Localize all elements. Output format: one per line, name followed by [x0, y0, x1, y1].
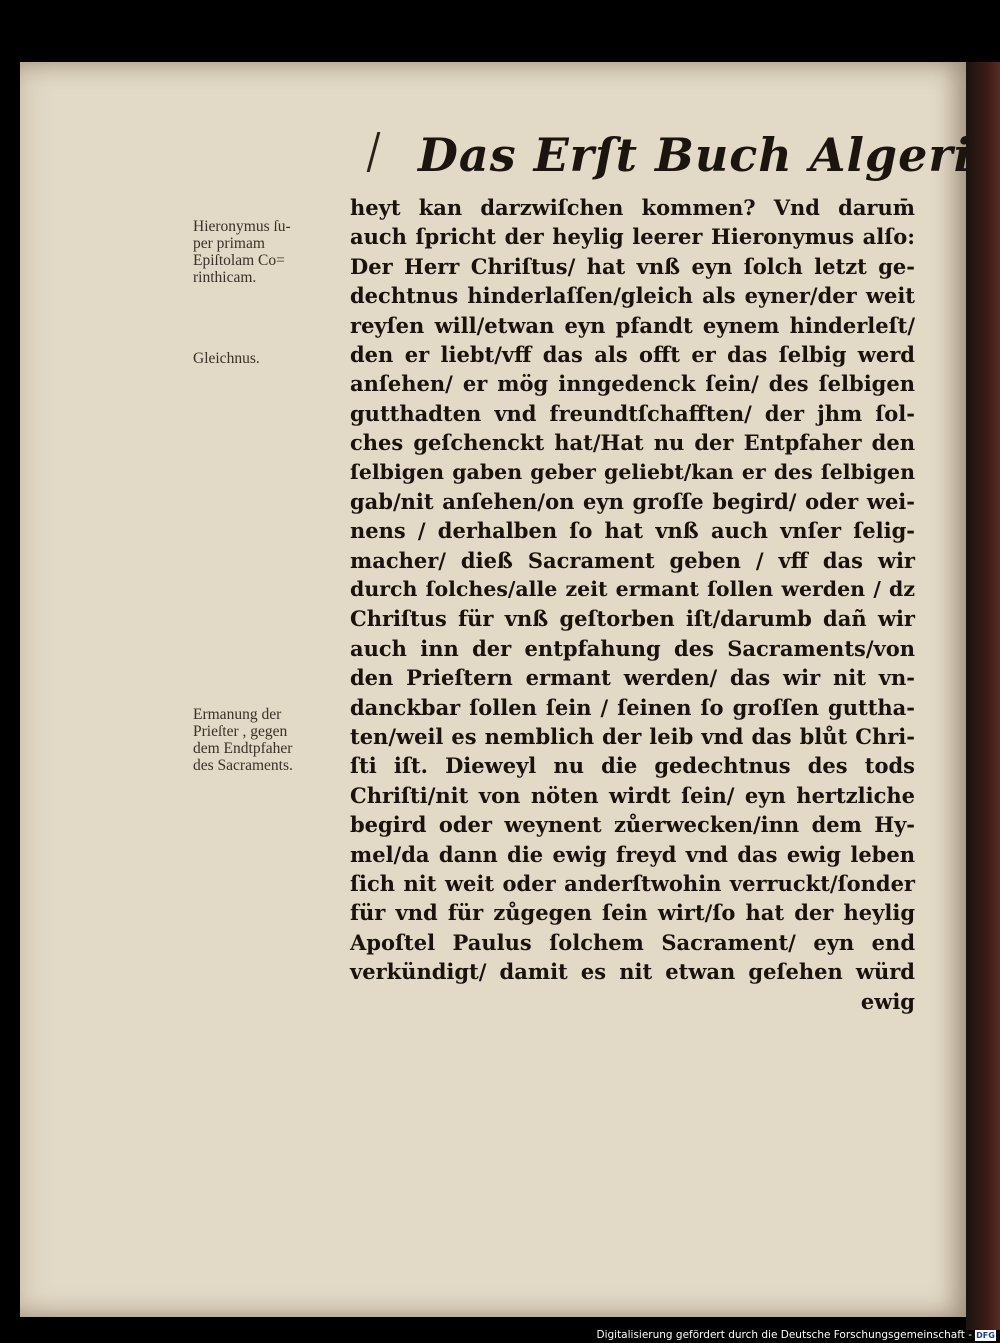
text-line: macher/ dieß Sacrament geben / vff das wir — [350, 547, 915, 573]
text-line: gab/nit anſehen/on eyn groſſe begird/ oder wei- — [350, 488, 915, 514]
text-line: den Prieſtern ermant werden/ das wir nit vn- — [350, 665, 915, 691]
text-line: für vnd für zůgegen ſein wirt/ſo hat der heylig — [350, 900, 915, 926]
marginal-note-hieronymus — [193, 218, 291, 286]
text-line: verkündigt/ damit es nit etwan geſehen würd — [350, 959, 915, 985]
marginal-line: Ermanung der — [193, 706, 282, 723]
marginal-line: des Sacraments. — [193, 757, 293, 774]
text-line: heyt kan darzwiſchen kommen? Vnd darum̄ — [350, 195, 915, 220]
marginal-line: Gleichnus. — [193, 350, 260, 367]
text-line: reyſen will/etwan eyn pfandt eynem hinderleſt/ — [350, 312, 915, 338]
text-line: anſehen/ er mög inngedenck ſein/ des ſelbigen — [350, 371, 915, 397]
book-binding-edge — [966, 62, 1000, 1332]
text-line: ſelbigen gaben geber geliebt/kan er des ſelbigen — [350, 459, 915, 484]
text-line: auch ſpricht der heylig leerer Hieronymus alſo: — [350, 224, 915, 250]
marginal-line: Hieronymus ſu- — [193, 218, 291, 235]
dfg-logo: DFG — [976, 1331, 995, 1340]
text-line: begird oder weynent zůerwecken/inn dem Hy- — [350, 812, 915, 838]
text-line: Chriſtus für vnß geſtorben iſt/darumb dañ wir — [350, 606, 915, 632]
text-line: ſich nit weit oder anderſtwohin verruckt/ſonder — [350, 870, 915, 896]
running-title: Das Erſt Buch Algeri — [418, 128, 973, 182]
text-line: Der Herr Chriſtus/ hat vnß eyn ſolch letzt ge- — [350, 253, 915, 279]
text-line: nens / derhalben ſo hat vnß auch vnſer ſelig- — [350, 518, 915, 544]
marginal-line: Epiſtolam Co= — [193, 252, 285, 269]
text-line: auch inn der entpfahung des Sacraments/von — [350, 635, 915, 661]
text-line: danckbar ſollen ſein / ſeinen ſo groſſen guttha- — [350, 694, 915, 720]
text-line: ſti iſt. Dieweyl nu die gedechtnus des tods — [350, 753, 915, 779]
text-line: dechtnus hinderlaſſen/gleich als eyner/der weit — [350, 283, 915, 309]
marginal-note-gleichnus — [193, 350, 260, 367]
text-line: ches geſchenckt hat/Hat nu der Entpfaher den — [350, 430, 915, 456]
text-line: den er liebt/vff das als offt er das ſelbig werd — [350, 341, 915, 367]
main-text-block — [350, 193, 915, 1016]
catchword: ewig — [860, 988, 915, 1014]
text-line: gutthadten vnd freundtſchafften/ der jhm ſol- — [350, 400, 915, 426]
marginal-line: Prieſter , gegen — [193, 723, 288, 740]
marginal-note-ermanung — [193, 706, 293, 774]
marginal-line: per primam — [193, 235, 265, 252]
digitization-credit: Digitalisierung gefördert durch die Deutsche Forschungsgemeinschaft - — [596, 1329, 972, 1341]
marginal-line: rinthicam. — [193, 269, 257, 286]
text-line: mel/da dann die ewig freyd vnd das ewig leben — [350, 841, 915, 867]
text-line: ten/weil es nemblich der leib vnd das blůt Chri- — [350, 724, 915, 750]
text-line: Apoſtel Paulus ſolchem Sacrament/ eyn end — [350, 929, 915, 955]
marginal-line: dem Endtpfaher — [193, 740, 293, 757]
text-line: durch ſolches/alle zeit ermant ſollen werden / dz — [350, 577, 915, 602]
text-line: Chriſti/nit von nöten wirdt ſein/ eyn hertzliche — [350, 782, 915, 808]
